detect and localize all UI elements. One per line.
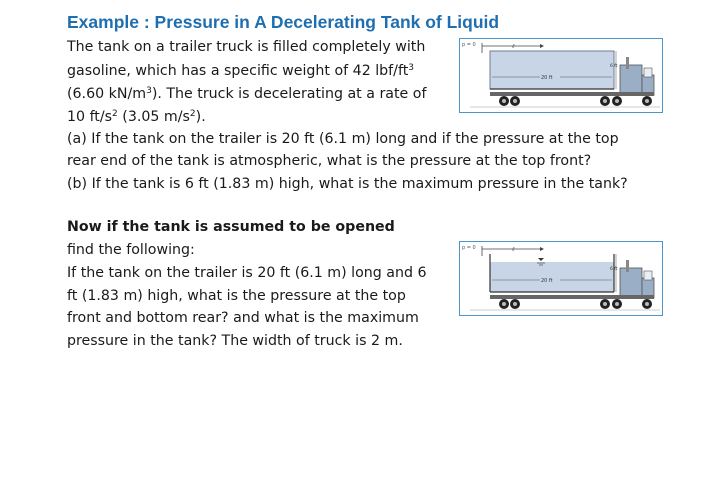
page-title: Example : Pressure in A Decelerating Tank of Liquid — [67, 12, 500, 32]
problem-text-line: 10 $ft/s^2$ (3.05 $m/s^2$). — [67, 109, 206, 125]
truck-cab — [620, 268, 642, 298]
problem-question-a-cont: rear end of the tank is atmospheric, what is the pressure at the top front? — [67, 153, 592, 169]
problem-text-line: front and bottom rear? and what is the maximum — [67, 310, 419, 326]
problem-text-line: ft (1.83 m) high, what is the pressure at the top — [67, 288, 406, 304]
problem-question-a: (a) If the tank on the trailer is 20 ft (6.1 m) long and if the pressure at the top — [67, 131, 619, 147]
problem-text-line: find the following: — [67, 242, 195, 258]
problem-text-line: The tank on a trailer truck is filled completely with — [67, 39, 426, 55]
problem-text-line: If the tank on the trailer is 20 ft (6.1 m) long and 6 — [67, 265, 427, 281]
truck-diagram-filled — [459, 38, 663, 113]
truck-cab — [620, 65, 642, 95]
tank-body — [490, 51, 614, 89]
problem-text-line: (6.60 $kN/m^3$). The truck is decelerating at a rate of — [67, 86, 427, 102]
problem-question-b: (b) If the tank is 6 ft (1.83 m) high, what is the maximum pressure in the tank? — [67, 176, 628, 192]
tank-height-dimension: 6 ft — [610, 64, 618, 69]
truck-illustration — [460, 39, 662, 112]
tank-length-dimension: 20 ft — [541, 75, 553, 81]
problem-text-line: pressure in the tank? The width of truck is 2 m. — [67, 333, 403, 349]
length-label: ℓ — [512, 43, 515, 50]
pressure-zero-label: p = 0 — [462, 245, 476, 251]
truck-illustration — [460, 242, 662, 315]
problem-text-line: gasoline, which has a specific weight of 42 lbf/$ft^3$ — [67, 63, 414, 79]
length-label: ℓ — [512, 246, 515, 253]
truck-diagram-open — [459, 241, 663, 316]
tank-length-dimension: 20 ft — [541, 278, 553, 284]
tank-height-dimension: 6 ft — [610, 267, 618, 272]
pressure-zero-label: p = 0 — [462, 42, 476, 48]
section-heading: Now if the tank is assumed to be opened — [67, 219, 395, 235]
